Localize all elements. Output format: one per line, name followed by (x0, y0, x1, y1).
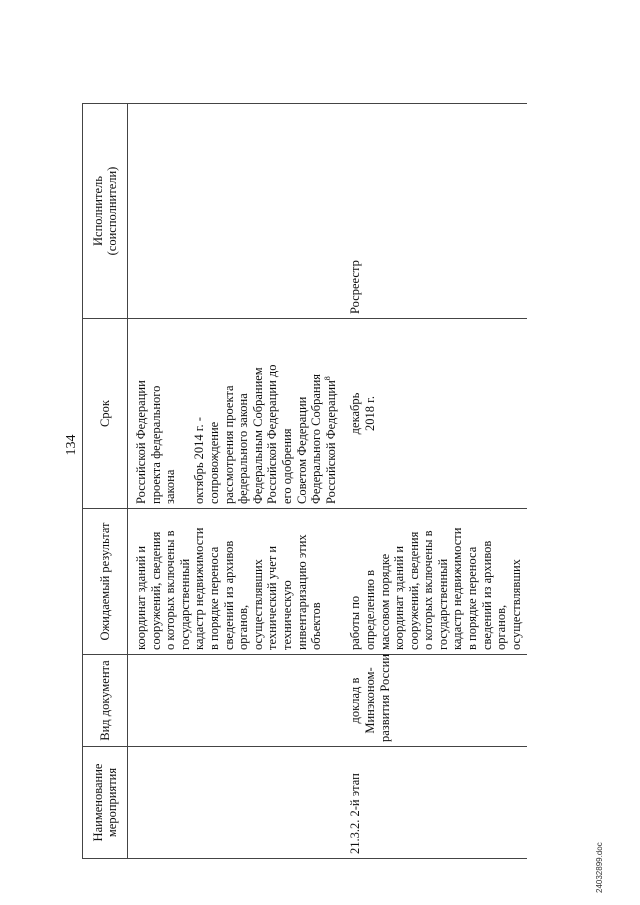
cell-deadline: Российской Федерации проекта федерального закона октябрь 2014 г. - сопровождение рассмотрения проекта федерального закона Федеральным Собранием Российской Федерации до его одобрения Советом Федерации Федерального Собрания Российской Федерации$^8$ (128, 319, 343, 509)
footnote-mark: 8 (322, 376, 332, 381)
page-number: 134 (64, 434, 79, 456)
table-header-row (83, 104, 128, 859)
cell-doc-type: доклад в Минэконом- развития России (342, 655, 527, 747)
cell-name (128, 747, 343, 859)
header-executor: Исполнитель (соисполнители) (83, 104, 128, 319)
cell-result: координат зданий и сооружений, сведения о которых включены в государственный кадастр недвижимости в порядке переноса сведений из архивов органов, осуществлявших технический учет и техническую инвентаризацию этих объектов (128, 509, 343, 655)
cell-executor: Росреестр (342, 104, 527, 319)
header-name: Наименование мероприятия (83, 747, 128, 859)
cell-deadline: декабрь 2018 г. (342, 319, 527, 509)
header-doc-type: Вид документа (83, 655, 128, 747)
header-result: Ожидаемый результат (83, 509, 128, 655)
cell-name: 21.3.2. 2-й этап (342, 747, 527, 859)
plan-table (82, 103, 527, 859)
cell-doc-type (128, 655, 343, 747)
cell-result: работы по определению в массовом порядке координат зданий и сооружений, сведения о которых включены в государственный кадастр недвижимости в порядке переноса сведений из архивов органов, осуществлявших (342, 509, 527, 655)
header-deadline: Срок (83, 319, 128, 509)
cell-executor (128, 104, 343, 319)
document-id: 24032899.doc (595, 842, 604, 893)
table-row (342, 104, 527, 859)
table-row (128, 104, 343, 859)
